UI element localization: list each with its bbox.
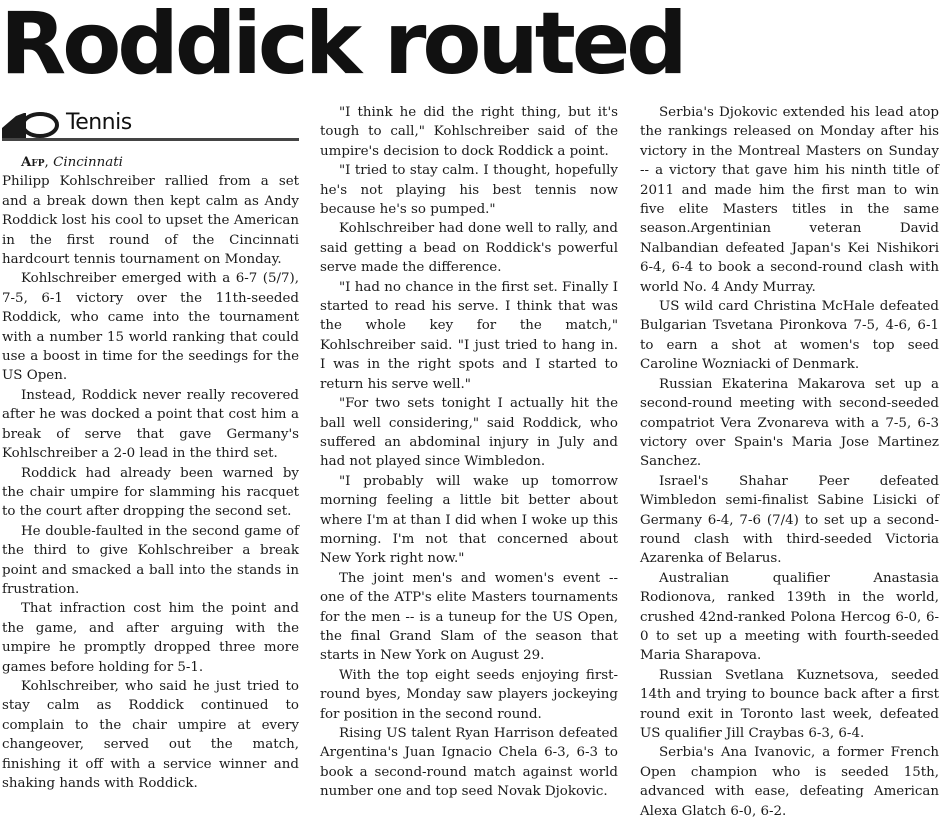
paragraph: Kohlschreiber emerged with a 6-7 (5/7), 7-5, 6-1 victory over the 11th-seeded Roddick, who came into the tournament with a number 15 world ranking that could use a boost in time for the seedings for the US Open. xyxy=(2,271,299,384)
paragraph: Kohlschreiber had done well to rally, and said getting a bead on Roddick's powerful serve made the difference. xyxy=(320,221,618,276)
paragraph: US wild card Christina McHale defeated Bulgarian Tsvetana Pironkova 7-5, 4-6, 6-1 to earn a shot at women's top seed Caroline Wozniacki of Denmark. xyxy=(640,299,939,373)
paragraph: "I probably will wake up tomorrow morning feeling a little bit better about where I'm at than I did when I woke up this morning. I'm not that concerned about New York right now." xyxy=(320,473,618,567)
section-header xyxy=(2,103,299,141)
paragraph: "I had no chance in the first set. Finally I started to read his serve. I think that was the whole key for the match," Kohlschreiber said. "I just tried to hang in. I was in the right spots and I started to return his serve well." xyxy=(320,279,618,392)
paragraph: "I think he did the right thing, but it's tough to call," Kohlschreiber said of the umpire's decision to dock Roddick a point. xyxy=(320,105,618,159)
paragraph: Kohlschreiber, who said he just tried to stay calm as Roddick continued to complain to the chair umpire at every changeover, served out the match, finishing it off with a service winner and shaking hands with Roddick. xyxy=(2,678,299,791)
paragraph: He double-faulted in the second game of the third to give Kohlschreiber a break point and smacked a ball into the stands in frustration. xyxy=(2,523,299,597)
paragraph: Australian qualifier Anastasia Rodionova, ranked 139th in the world, crushed 42nd-ranked Polona Hercog 6-0, 6-0 to set up a meeting with fourth-seeded Maria Sharapova. xyxy=(640,570,939,664)
paragraph: "I tried to stay calm. I thought, hopefully he's not playing his best tennis now because he's so pumped." xyxy=(320,163,618,218)
paragraph: Serbia's Ana Ivanovic, a former French Open champion who is seeded 15th, advanced with ease, defeating American Alexa Glatch 6-0, 6-2. xyxy=(640,745,939,819)
paragraph: The joint men's and women's event -- one of the ATP's elite Masters tournaments for the men -- is a tuneup for the US Open, the final Grand Slam of the season that starts in New York on August 29. xyxy=(320,570,618,664)
paragraph: That infraction cost him the point and the game, and after arguing with the umpire he promptly dropped three more games before holding for 5-1. xyxy=(2,601,299,675)
paragraph: Russian Ekaterina Makarova set up a second-round meeting with second-seeded compatriot Vera Zvonareva with a 7-5, 6-3 victory over Spain's Maria Jose Martinez Sanchez. xyxy=(640,376,939,470)
paragraph: Israel's Shahar Peer defeated Wimbledon semi-finalist Sabine Lisicki of Germany 6-4, 7-6 (7/4) to set up a second-round clash with third-seeded Victoria Azarenka of Belarus. xyxy=(640,473,939,567)
byline-separator: , xyxy=(44,155,49,170)
paragraph: Russian Svetlana Kuznetsova, seeded 14th and trying to bounce back after a first round exit in Toronto last week, defeated US qualifier Jill Craybas 6-3, 6-4. xyxy=(640,667,939,741)
byline-agency: Afp xyxy=(21,154,45,170)
paragraph: Roddick had already been warned by the chair umpire for slamming his racquet to the court after dropping the second set. xyxy=(2,465,299,520)
tennis-racket-icon xyxy=(2,108,64,138)
paragraph: "For two sets tonight I actually hit the ball well considering," said Roddick, who suffered an abdominal injury in July and had not played since Wimbledon. xyxy=(320,396,618,470)
paragraph: Serbia's Djokovic extended his lead atop the rankings released on Monday after his victory in the Montreal Masters on Sunday -- a victory that gave him his ninth title of 2011 and made him the first man to win five elite Masters titles in the same season.Argentinian veteran David Nalbandian defeated Japan's Kei Nishikori 6-4, 6-4 to book a second-round clash with world No. 4 Andy Murray. xyxy=(640,105,939,295)
section-label: Tennis xyxy=(66,109,132,135)
paragraph: With the top eight seeds enjoying first-round byes, Monday saw players jockeying for position in the second round. xyxy=(320,667,618,722)
article-column-3 xyxy=(640,103,939,834)
paragraph: Instead, Roddick never really recovered after he was docked a point that cost him a break of serve that gave Germany's Kohlschreiber a 2-0 lead in the third set. xyxy=(2,387,299,462)
byline xyxy=(2,153,299,172)
byline-dateline: Cincinnati xyxy=(53,155,123,170)
article-column-2 xyxy=(320,103,618,834)
paragraph: Rising US talent Ryan Harrison defeated Argentina's Juan Ignacio Chela 6-3, 6-3 to book a second-round match against world number one and top seed Novak Djokovic. xyxy=(320,726,618,800)
headline: Roddick routed xyxy=(0,0,684,94)
paragraph: Philipp Kohlschreiber rallied from a set and a break down then kept calm as Andy Roddick lost his cool to upset the American in the first round of the Cincinnati hardcourt tennis tournament on Monday. xyxy=(2,174,299,268)
article-column-1 xyxy=(2,103,299,834)
